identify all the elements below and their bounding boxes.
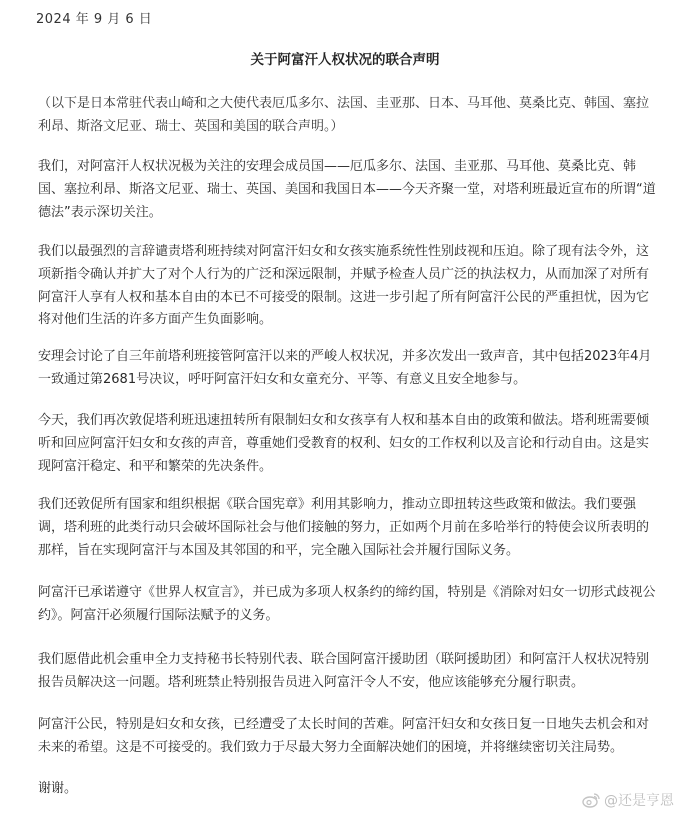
intro-note: （以下是日本常驻代表山崎和之大使代表厄瓜多尔、法国、圭亚那、日本、马耳他、莫桑比克、韩国、塞拉利昂、斯洛文尼亚、瑞士、英国和美国的联合声明。） xyxy=(38,96,650,134)
paragraph-8: 阿富汗公民，特别是妇女和女孩，已经遭受了太长时间的苦难。阿富汗妇女和女孩日复一日地失去机会和对未来的希望。这是不可接受的。我们致力于尽最大努力全面解决她们的困境，并将继续密切关注局势。 xyxy=(38,717,650,755)
paragraph-closing: 谢谢。 xyxy=(38,781,78,796)
weibo-icon xyxy=(582,792,600,808)
paragraph-3: 安理会讨论了自三年前塔利班接管阿富汗以来的严峻人权状况，并多次发出一致声音，其中包括2023年4月一致通过第2681号决议，呼吁阿富汗妇女和女童充分、平等、有意义且安全地参与。 xyxy=(38,349,652,387)
paragraph-4: 今天，我们再次敦促塔利班迅速扭转所有限制妇女和女孩享有人权和基本自由的政策和做法。塔利班需要倾听和回应阿富汗妇女和女孩的声音，尊重她们受教育的权利、妇女的工作权利以及言论和行动自由。这是实现阿富汗稳定、和平和繁荣的先决条件。 xyxy=(38,413,650,474)
watermark-text: @还是亨恩 xyxy=(604,793,674,809)
paragraph-1: 我们，对阿富汗人权状况极为关注的安理会成员国——厄瓜多尔、法国、圭亚那、马耳他、莫桑比克、韩国、塞拉利昂、斯洛文尼亚、瑞士、英国、美国和我国日本——今天齐聚一堂，对塔利班最近宣布的所谓“道德法”表示深切关注。 xyxy=(38,159,656,220)
paragraph-7: 我们愿借此机会重申全力支持秘书长特别代表、联合国阿富汗援助团（联阿援助团）和阿富汗人权状况特别报告员解决这一问题。塔利班禁止特别报告员进入阿富汗令人不安，他应该能够充分履行职责。 xyxy=(38,652,650,690)
paragraph-6: 阿富汗已承诺遵守《世界人权宣言》，并已成为多项人权条约的缔约国，特别是《消除对妇女一切形式歧视公约》。阿富汗必须履行国际法赋予的义务。 xyxy=(38,585,656,623)
document-title: 关于阿富汗人权状况的联合声明 xyxy=(250,52,440,68)
statement-date: 2024 年 9 月 6 日 xyxy=(36,12,153,27)
watermark xyxy=(582,790,674,810)
paragraph-5: 我们还敦促所有国家和组织根据《联合国宪章》利用其影响力，推动立即扭转这些政策和做法。我们要强调，塔利班的此类行动只会破坏国际社会与他们接触的努力，正如两个月前在多哈举行的特使会议所表明的那样，旨在实现阿富汗与本国及其邻国的和平，完全融入国际社会并履行国际义务。 xyxy=(38,497,650,558)
paragraph-2: 我们以最强烈的言辞谴责塔利班持续对阿富汗妇女和女孩实施系统性性别歧视和压迫。除了现有法令外，这项新指令确认并扩大了对个人行为的广泛和深远限制，并赋予检查人员广泛的执法权力，从而加深了对所有阿富汗人享有人权和基本自由的本已不可接受的限制。这进一步引起了所有阿富汗公民的严重担忧，因为它将对他们生活的许多方面产生负面影响。 xyxy=(38,244,650,328)
